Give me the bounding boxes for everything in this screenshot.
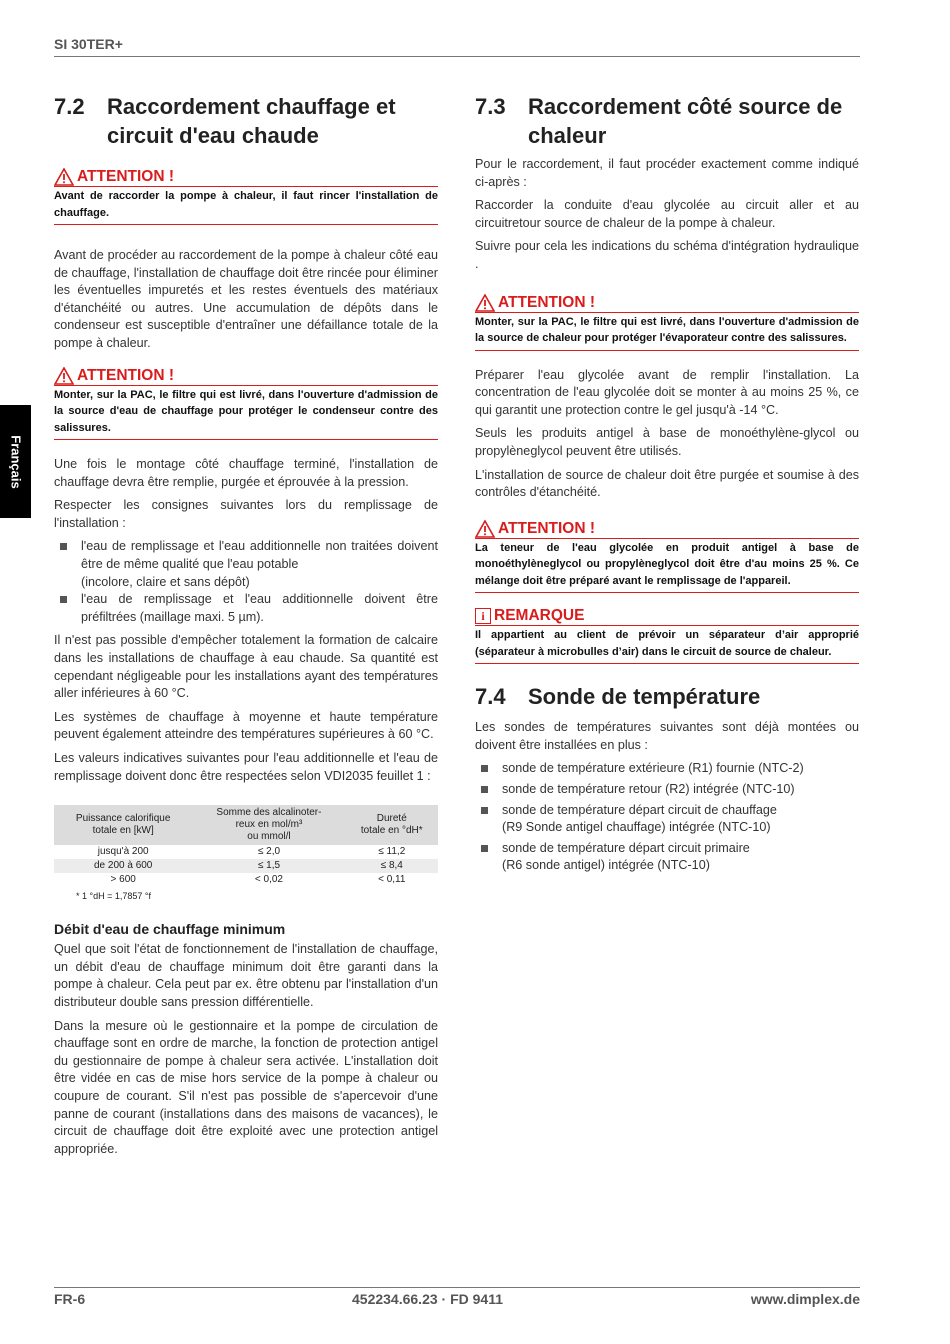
- attention-box: [475, 294, 859, 351]
- paragraph: Les valeurs indicatives suivantes pour l'eau additionnelle et l'eau de remplissage doivent donc être respectées selon VDI2035 feuillet 1 :: [54, 750, 438, 783]
- table-row: > 600 < 0,02 < 0,11: [110, 874, 406, 886]
- attention-text: La teneur de l'eau glycolée en produit antigel à base de monoéthylèneglycol ou propylèneglycol doit être d'au moins 25 %. Ce mélange doit être préparé avant le remplissage de l'appareil.: [475, 541, 859, 587]
- paragraph: Pour le raccordement, il faut procéder exactement comme indiqué ci-après :: [475, 157, 859, 189]
- right-column: [475, 92, 859, 881]
- paragraph: Il n'est pas possible d'empêcher totalement la formation de calcaire dans les installations de chauffage à eau chaude. Sa quantité est cependant négligeable pour les installations ayant des températures aller inférieures à 60 °C.: [54, 633, 438, 701]
- attention-text: Monter, sur la PAC, le filtre qui est livré, dans l'ouverture d'admission de la source de chaleur pour protéger l'évaporateur contre des salissures.: [475, 315, 859, 345]
- attention-title: ATTENTION !: [498, 519, 596, 537]
- attention-text: Avant de raccorder la pompe à chaleur, il faut rincer l'installation de chauffage.: [54, 190, 438, 219]
- paragraph: Les systèmes de chauffage à moyenne et haute température peuvent également atteindre des températures supérieures à 60 °C.: [54, 709, 438, 742]
- list-item: sonde de température départ circuit de chauffage (R9 Sonde antigel chauffage) intégrée (NTC-10): [475, 802, 859, 837]
- paragraph: Préparer l'eau glycolée avant de remplir l'installation. La concentration de l'eau glycolée doit se monter à au moins 25 %, ce qui garantit une protection contre le gel jusqu'à -14 °C.: [475, 367, 859, 417]
- warning-triangle-icon: [54, 168, 74, 186]
- attention-box: [54, 367, 438, 441]
- water-quality-table: [54, 805, 438, 887]
- list-item: sonde de température extérieure (R1) fournie (NTC-2): [475, 760, 859, 778]
- attention-box: [54, 168, 438, 225]
- attention-box: [475, 520, 859, 594]
- section-heading-7-4: [475, 682, 859, 711]
- bullet-list: [54, 538, 438, 626]
- list-item: sonde de température retour (R2) intégrée (NTC-10): [475, 781, 859, 799]
- attention-title: ATTENTION !: [498, 293, 596, 311]
- list-item: sonde de température départ circuit primaire (R6 sonde antigel) intégrée (NTC-10): [475, 840, 859, 875]
- language-label: Français: [8, 434, 23, 489]
- paragraph: Respecter les consignes suivantes lors du remplissage de l'installation :: [54, 498, 438, 530]
- column-header: Puissance calorifique totale en [kW]: [54, 805, 192, 845]
- section-number: 7.3: [475, 94, 506, 119]
- remark-box: [475, 607, 859, 664]
- section-title: Raccordement chauffage et circuit d'eau chaude: [107, 94, 396, 148]
- bullet-list: [475, 760, 859, 875]
- left-column: [54, 92, 438, 1164]
- table-row: jusqu'à 200 ≤ 2,0 ≤ 11,2: [97, 846, 406, 858]
- attention-title: ATTENTION !: [77, 366, 175, 384]
- paragraph: L'installation de source de chaleur doit être purgée et soumise à des contrôles d'étanchéité.: [475, 467, 859, 500]
- warning-triangle-icon: [475, 294, 495, 312]
- table-header-row: [54, 805, 438, 845]
- page-number: FR-6: [54, 1291, 86, 1307]
- remark-title: REMARQUE: [494, 607, 585, 625]
- header-rule: [54, 56, 860, 57]
- section-title: Raccordement côté source de chaleur: [528, 94, 843, 148]
- list-item: l'eau de remplissage et l'eau additionnelle doivent être préfiltrées (maillage maxi. 5 µm).: [54, 591, 438, 626]
- attention-text: Monter, sur la PAC, le filtre qui est livré, dans l'ouverture d'admission de la source d'eau de chauffage pour protéger le condenseur contre des salissures.: [54, 388, 438, 434]
- website-url: www.dimplex.de: [750, 1291, 860, 1307]
- paragraph: Avant de procéder au raccordement de la pompe à chaleur côté eau de chauffage, l'installation de chauffage doit être rincée pour éliminer les éventuelles impuretés et les restes éventuels des matériaux d'étanchéité ou autres. Une accumulation de dépôts dans le condenseur est susceptible d'entraîner une défaillance totale de la pompe à chaleur.: [54, 248, 438, 350]
- document-number: 452234.66.23 · FD 9411: [352, 1291, 504, 1307]
- document-header-title: SI 30TER+: [54, 36, 123, 52]
- table-footnote: * 1 °dH = 1,7857 °f: [76, 891, 151, 902]
- footer-rule: [54, 1287, 860, 1288]
- column-header: Dureté totale en °dH*: [346, 805, 438, 845]
- subheading: Débit d'eau de chauffage minimum: [54, 921, 286, 938]
- warning-triangle-icon: [475, 520, 495, 538]
- paragraph: Seuls les produits antigel à base de monoéthylène-glycol ou propylèneglycol peuvent être utilisés.: [475, 426, 859, 458]
- list-item: l'eau de remplissage et l'eau additionnelle non traitées doivent être de même qualité que l'eau potable (incolore, claire et sans dépôt): [54, 538, 438, 591]
- paragraph: Une fois le montage côté chauffage terminé, l'installation de chauffage devra être remplie, purgée et éprouvée à la pression.: [54, 457, 438, 489]
- paragraph: Les sondes de températures suivantes sont déjà montées ou doivent être installées en plus :: [475, 720, 859, 752]
- info-icon: i: [475, 608, 491, 624]
- paragraph: Dans la mesure où le gestionnaire et la pompe de circulation de chauffage sont en ordre de marche, la fonction de protection antigel du gestionnaire de pompe à chaleur sera activée. L'installation doit être vidée en cas de mise hors service de la pompe à chaleur ou coupure de courant. S'il n'est pas possible de s'apercevoir d'une panne de courant (installations dans des maisons de vacances), le circuit de chauffage doit être exploité avec une protection antigel appropriée.: [54, 1018, 438, 1156]
- paragraph: Suivre pour cela les indications du schéma d'intégration hydraulique .: [475, 239, 859, 271]
- paragraph: Raccorder la conduite d'eau glycolée au circuit aller et au circuitretour source de chaleur de la pompe à chaleur.: [475, 198, 859, 230]
- section-number: 7.4: [475, 684, 506, 710]
- attention-title: ATTENTION !: [77, 168, 175, 185]
- section-title: Sonde de température: [528, 684, 761, 710]
- remark-text: Il appartient au client de prévoir un séparateur d’air approprié (séparateur à microbulles d’air) dans le circuit de source de chaleur.: [475, 629, 859, 658]
- section-heading-7-2: [54, 92, 438, 150]
- paragraph: Quel que soit l'état de fonctionnement de l'installation de chauffage, un débit d'eau de chauffage minimum doit être garanti dans la pompe à chaleur. Cela peut par ex. être obtenu par l'installation d'un distributeur double sans pression différentielle.: [54, 942, 438, 1009]
- table-row: de 200 à 600 ≤ 1,5 ≤ 8,4: [54, 859, 438, 873]
- section-heading-7-3: [475, 92, 859, 150]
- section-number: 7.2: [54, 94, 85, 119]
- language-side-tab: [0, 405, 31, 518]
- column-header: Somme des alcalinoter- reux en mol/m³ ou mmol/l: [192, 805, 345, 845]
- warning-triangle-icon: [54, 367, 74, 385]
